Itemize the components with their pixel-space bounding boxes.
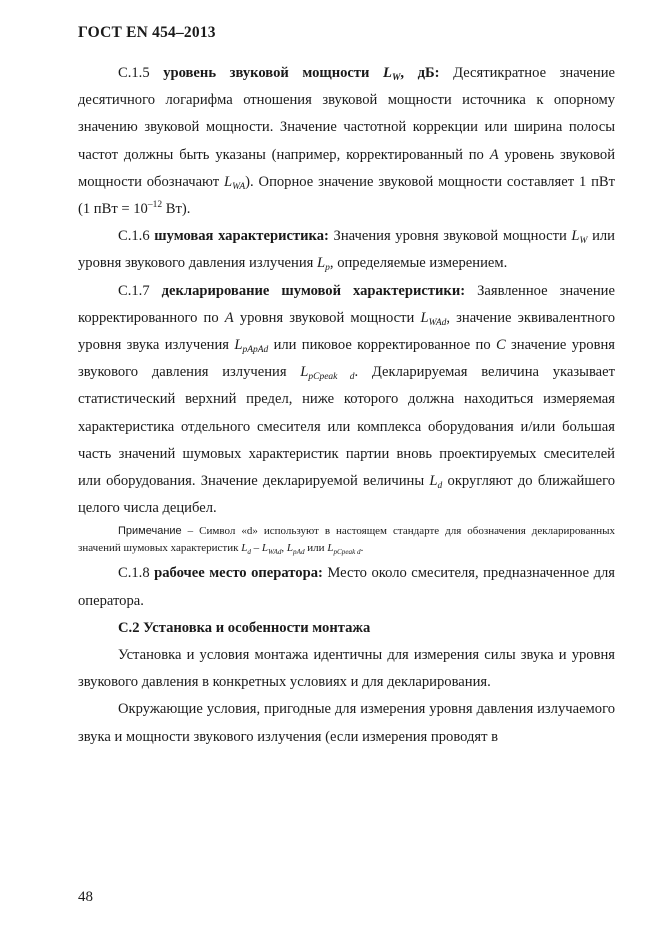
symbol-subscript: W — [391, 73, 401, 83]
unit: , дБ: — [400, 65, 440, 81]
clause-number: С.1.8 — [118, 565, 150, 582]
symbol: L — [234, 337, 243, 354]
symbol: L — [429, 473, 438, 490]
symbol: L — [420, 309, 429, 326]
clause-number: С.1.5 — [118, 65, 150, 81]
text: или пиковое корректированное по — [268, 337, 496, 354]
text: Заявленное значение корректированного по — [78, 282, 615, 326]
term: шумовая характеристика: — [154, 228, 329, 245]
text: , определяемые измерением. — [329, 255, 508, 272]
text: ). Опорное значение звуковой мощности составляет 1 пВт (1 пВт = 10 — [78, 173, 616, 218]
text: Десятикратное значение десятичного логарифма отношения звуковой мощности источника к опорному значению звуковой мощности. Значение частотной коррекции или ширина полосы частот должны быть указаны (например, корректированный по — [78, 65, 616, 163]
page-number: 48 — [78, 889, 93, 905]
symbol: L — [317, 255, 326, 272]
exponent: –12 — [147, 200, 163, 211]
paragraph-c16 — [78, 223, 615, 277]
paragraph-c17 — [78, 278, 615, 523]
symbol-subscript: p — [325, 263, 330, 274]
text: значение уровня звукового давления излучения — [78, 337, 615, 381]
symbol: L — [383, 65, 392, 81]
symbol-subscript: d — [437, 481, 443, 492]
text: Значения уровня звуковой мощности — [328, 228, 572, 245]
symbol: L — [241, 542, 248, 555]
symbol: L — [571, 228, 580, 245]
text: – Символ «d» используют в настоящем стандарте для обозначения декларированных значений шумовых характеристик — [78, 525, 615, 555]
paragraph-c18 — [78, 560, 615, 614]
section-heading: С.2 Установка и особенности монтажа — [118, 619, 371, 636]
text: уровень звуковой мощности обозначают — [78, 146, 616, 190]
symbol-subscript: WAd — [428, 317, 447, 328]
symbol: L — [224, 173, 233, 190]
symbol: A — [224, 309, 234, 326]
paragraph-c15 — [78, 60, 615, 223]
symbol: C — [495, 337, 506, 354]
symbol: L — [327, 542, 334, 555]
text: Место около смесителя, предназначенное для оператора. — [78, 565, 615, 609]
text: . — [360, 542, 364, 555]
clause-number: С.1.7 — [118, 282, 150, 299]
clause-number: С.1.6 — [118, 228, 150, 245]
symbol-subscript: pApAd — [242, 345, 269, 356]
symbol: L — [286, 542, 294, 555]
paragraph-c2-1: Установка и условия монтажа идентичны для измерения силы звука и уровня звукового давления в конкретных условиях и для декларирования. — [78, 647, 615, 691]
symbol-subscript: pCpeak d — [333, 548, 361, 557]
symbol-subscript: pAd — [293, 548, 305, 557]
text: . Декларируемая величина указывает статистический верхний предел, ниже которого должна находиться измеряемая характеристика отдельного смесителя или комплекса оборудования и/или большая часть значений шумовых характеристик партии вновь проектируемых смесителей или оборудования. Значение декларируемой величины — [78, 364, 615, 490]
text: или уровня звукового давления излучения — [78, 228, 615, 272]
term: уровень звуковой мощности — [163, 65, 370, 81]
symbol: L — [300, 364, 309, 381]
symbol-subscript: WAd — [268, 548, 282, 557]
symbol: L — [261, 542, 269, 555]
text: уровня звуковой мощности — [233, 309, 421, 326]
document-header: ГОСТ EN 454–2013 — [78, 24, 216, 41]
symbol-subscript: W — [579, 236, 588, 247]
text: , значение эквивалентного уровня звука излучения — [78, 309, 615, 354]
paragraph-c2-2: Окружающие условия, пригодные для измерения уровня давления излучаемого звука и мощности звукового излучения (если измерения проводят в — [78, 701, 615, 745]
text: или — [304, 542, 328, 555]
note-label: Примечание — [118, 525, 182, 538]
text: округляют до ближайшего целого числа децибел. — [78, 473, 615, 517]
symbol-subscript: pCpeak d — [308, 372, 355, 383]
symbol: A — [489, 146, 499, 163]
text: – — [250, 542, 262, 555]
document-body — [78, 60, 615, 751]
text: Вт). — [162, 201, 191, 218]
note — [78, 523, 615, 557]
symbol-subscript: WA — [232, 181, 246, 192]
term: рабочее место оператора: — [154, 565, 323, 582]
term: декларирование шумовой характеристики: — [161, 282, 466, 299]
text: , — [281, 542, 287, 555]
symbol-subscript: d — [247, 548, 251, 557]
